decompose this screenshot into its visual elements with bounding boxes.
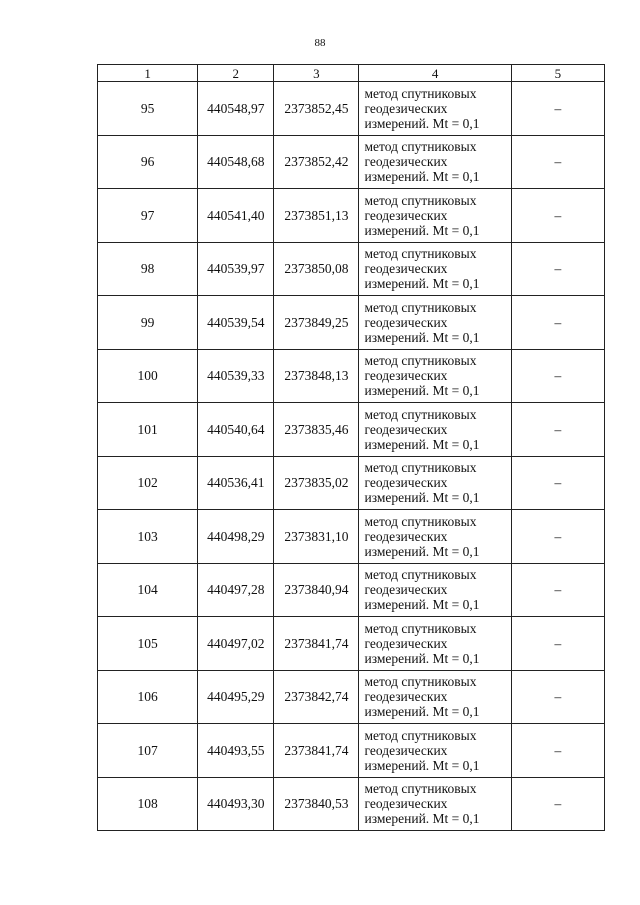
x-coordinate-cell: 440498,29: [198, 510, 274, 564]
column-header-4: 4: [359, 65, 511, 82]
x-coordinate-cell: 440493,55: [198, 724, 274, 778]
table-row: [98, 82, 605, 136]
method-cell: [359, 724, 511, 778]
method-cell: [359, 296, 511, 350]
method-text: метод спутниковых геодезических измерений. Mt = 0,1: [364, 406, 480, 452]
method-text: метод спутниковых геодезических измерений. Mt = 0,1: [364, 460, 480, 506]
point-number-cell: 102: [98, 456, 198, 510]
x-coordinate-cell: 440541,40: [198, 189, 274, 243]
y-coordinate-cell: 2373852,42: [274, 135, 359, 189]
y-coordinate-cell: 2373835,02: [274, 456, 359, 510]
point-number-cell: 97: [98, 189, 198, 243]
note-cell: –: [511, 403, 604, 457]
method-cell: [359, 510, 511, 564]
table-row: [98, 670, 605, 724]
point-number-cell: 99: [98, 296, 198, 350]
method-text: метод спутниковых геодезических измерений. Mt = 0,1: [364, 620, 480, 666]
y-coordinate-cell: 2373841,74: [274, 724, 359, 778]
method-text: метод спутниковых геодезических измерений. Mt = 0,1: [364, 674, 480, 720]
point-number-cell: 96: [98, 135, 198, 189]
point-number-cell: 100: [98, 349, 198, 403]
point-number-cell: 103: [98, 510, 198, 564]
note-cell: –: [511, 296, 604, 350]
method-text: метод спутниковых геодезических измерений. Mt = 0,1: [364, 513, 480, 559]
table-row: [98, 617, 605, 671]
point-number-cell: 101: [98, 403, 198, 457]
x-coordinate-cell: 440539,33: [198, 349, 274, 403]
method-text: метод спутниковых геодезических измерений. Mt = 0,1: [364, 192, 480, 238]
point-number-cell: 95: [98, 82, 198, 136]
y-coordinate-cell: 2373850,08: [274, 242, 359, 296]
method-text: метод спутниковых геодезических измерений. Mt = 0,1: [364, 353, 480, 399]
x-coordinate-cell: 440497,28: [198, 563, 274, 617]
note-cell: –: [511, 724, 604, 778]
note-cell: –: [511, 189, 604, 243]
column-header-3: 3: [274, 65, 359, 82]
y-coordinate-cell: 2373840,94: [274, 563, 359, 617]
table-header-row: [98, 65, 605, 82]
table-row: [98, 349, 605, 403]
y-coordinate-cell: 2373848,13: [274, 349, 359, 403]
method-cell: [359, 189, 511, 243]
method-cell: [359, 563, 511, 617]
method-text: метод спутниковых геодезических измерений. Mt = 0,1: [364, 85, 480, 131]
point-number-cell: 104: [98, 563, 198, 617]
method-cell: [359, 242, 511, 296]
x-coordinate-cell: 440540,64: [198, 403, 274, 457]
column-header-5: 5: [511, 65, 604, 82]
method-cell: [359, 456, 511, 510]
table-row: [98, 724, 605, 778]
y-coordinate-cell: 2373841,74: [274, 617, 359, 671]
table-row: [98, 777, 605, 831]
column-header-1: 1: [98, 65, 198, 82]
method-cell: [359, 82, 511, 136]
column-header-2: 2: [198, 65, 274, 82]
note-cell: –: [511, 135, 604, 189]
coordinates-table: [97, 64, 605, 831]
method-cell: [359, 777, 511, 831]
note-cell: –: [511, 617, 604, 671]
method-cell: [359, 617, 511, 671]
note-cell: –: [511, 82, 604, 136]
y-coordinate-cell: 2373831,10: [274, 510, 359, 564]
y-coordinate-cell: 2373851,13: [274, 189, 359, 243]
note-cell: –: [511, 670, 604, 724]
page-number: 88: [314, 37, 326, 49]
x-coordinate-cell: 440539,97: [198, 242, 274, 296]
table-row: [98, 456, 605, 510]
method-cell: [359, 670, 511, 724]
point-number-cell: 108: [98, 777, 198, 831]
method-text: метод спутниковых геодезических измерений. Mt = 0,1: [364, 567, 480, 613]
table-row: [98, 563, 605, 617]
method-text: метод спутниковых геодезических измерений. Mt = 0,1: [364, 781, 480, 827]
point-number-cell: 107: [98, 724, 198, 778]
note-cell: –: [511, 777, 604, 831]
table-row: [98, 242, 605, 296]
method-cell: [359, 349, 511, 403]
method-text: метод спутниковых геодезических измерений. Mt = 0,1: [364, 246, 480, 292]
table-row: [98, 135, 605, 189]
method-cell: [359, 403, 511, 457]
x-coordinate-cell: 440539,54: [198, 296, 274, 350]
x-coordinate-cell: 440493,30: [198, 777, 274, 831]
method-text: метод спутниковых геодезических измерений. Mt = 0,1: [364, 727, 480, 773]
method-text: метод спутниковых геодезических измерений. Mt = 0,1: [364, 139, 480, 185]
table-row: [98, 296, 605, 350]
note-cell: –: [511, 563, 604, 617]
table-row: [98, 510, 605, 564]
x-coordinate-cell: 440548,97: [198, 82, 274, 136]
note-cell: –: [511, 456, 604, 510]
x-coordinate-cell: 440536,41: [198, 456, 274, 510]
note-cell: –: [511, 242, 604, 296]
y-coordinate-cell: 2373835,46: [274, 403, 359, 457]
point-number-cell: 106: [98, 670, 198, 724]
table-body: [98, 82, 605, 831]
table-row: [98, 189, 605, 243]
table-row: [98, 403, 605, 457]
x-coordinate-cell: 440497,02: [198, 617, 274, 671]
x-coordinate-cell: 440495,29: [198, 670, 274, 724]
method-text: метод спутниковых геодезических измерений. Mt = 0,1: [364, 299, 480, 345]
method-cell: [359, 135, 511, 189]
y-coordinate-cell: 2373840,53: [274, 777, 359, 831]
point-number-cell: 105: [98, 617, 198, 671]
note-cell: –: [511, 510, 604, 564]
x-coordinate-cell: 440548,68: [198, 135, 274, 189]
y-coordinate-cell: 2373842,74: [274, 670, 359, 724]
y-coordinate-cell: 2373849,25: [274, 296, 359, 350]
y-coordinate-cell: 2373852,45: [274, 82, 359, 136]
note-cell: –: [511, 349, 604, 403]
point-number-cell: 98: [98, 242, 198, 296]
